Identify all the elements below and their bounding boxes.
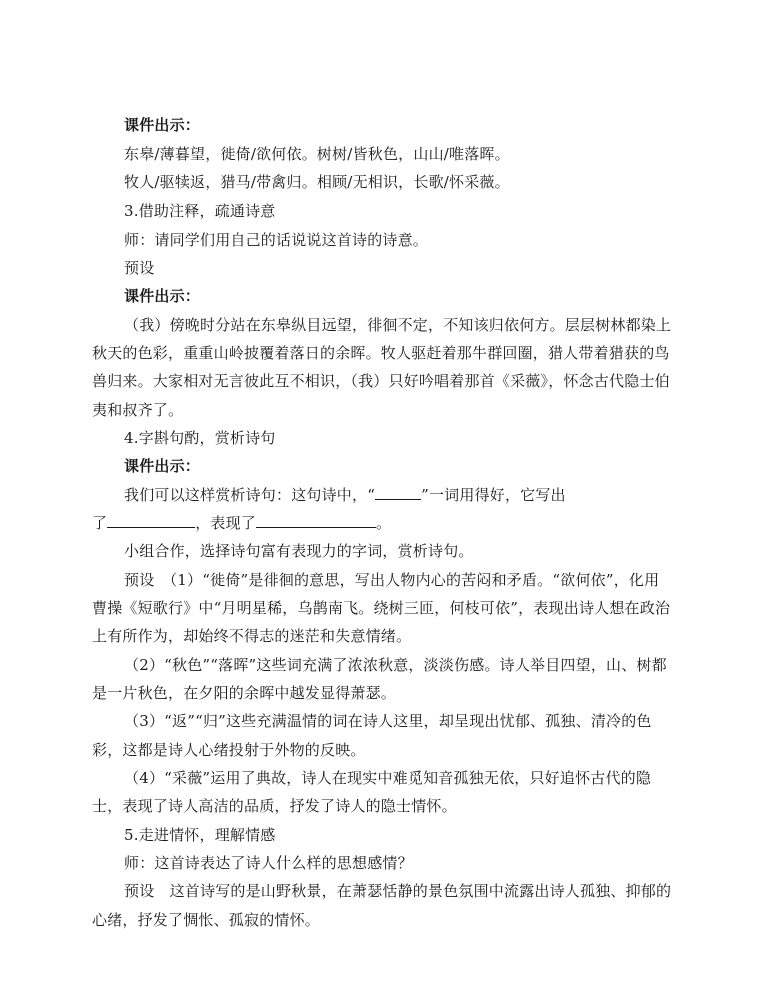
section-heading-4: 4.字斟句酌，赏析诗句 [124, 429, 276, 447]
section-heading-3: 3.借助注释，疏通诗意 [124, 202, 276, 220]
courseware-heading: 课件出示： [124, 287, 201, 305]
analysis-2-line-1: （2）“秋色”“落晖”这些词充满了浓浓秋意，淡淡伤感。诗人举目四望，山、树都 [124, 656, 667, 674]
template-text-d: ，表现了 [195, 514, 257, 532]
emotion-line-2: 心绪，抒发了惆怅、孤寂的情怀。 [92, 911, 321, 929]
analysis-1-line-2: 曹操《短歌行》中“月明星稀，乌鹊南飞。绕树三匝，何枝可依”，表现出诗人想在政治 [92, 599, 671, 617]
translation-line-4: 夷和叔齐了。 [92, 401, 184, 419]
preset-label-1: 预设 [124, 259, 155, 277]
analysis-1-line-1: 预设 （1）“徙倚”是徘徊的意思，写出人物内心的苦闷和矛盾。“欲何依”，化用 [124, 571, 660, 589]
courseware-heading: 课件出示： [124, 457, 201, 475]
template-text-c: 了 [92, 514, 108, 532]
fill-blank-effect [256, 513, 376, 528]
analysis-2-line-2: 是一片秋色，在夕阳的余晖中越发显得萧瑟。 [92, 684, 397, 702]
poem-line-1: 东皋/薄暮望，徙倚/欲何依。树树/皆秋色，山山/唯落晖。 [124, 145, 510, 163]
translation-line-1: （我）傍晚时分站在东皋纵目远望，徘徊不定，不知该归依何方。层层树林都染上 [124, 316, 672, 334]
analysis-3-line-2: 彩，这都是诗人心绪投射于外物的反映。 [92, 741, 366, 759]
fill-blank-word [375, 485, 421, 500]
template-line-1 [124, 485, 566, 505]
template-text-e: 。 [376, 514, 392, 532]
analysis-4-line-1: （4）“采薇”运用了典故，诗人在现实中难觅知音孤独无依，只好追怀古代的隐 [124, 769, 652, 787]
fill-blank-content [107, 513, 195, 528]
emotion-line-1: 预设 这首诗写的是山野秋景，在萧瑟恬静的景色氛围中流露出诗人孤独、抑郁的 [124, 882, 672, 900]
template-text-a: 我们可以这样赏析诗句：这句诗中，“ [124, 486, 376, 504]
teacher-prompt-2: 师：这首诗表达了诗人什么样的思想感情？ [124, 854, 413, 872]
teacher-prompt-1: 师：请同学们用自己的话说说这首诗的诗意。 [124, 231, 429, 249]
analysis-3-line-1: （3）“返”“归”这些充满温情的词在诗人这里，却呈现出忧郁、孤独、清冷的色 [124, 712, 652, 730]
group-activity: 小组合作，选择诗句富有表现力的字词，赏析诗句。 [124, 542, 474, 560]
translation-line-3: 兽归来。大家相对无言彼此互不相识，（我）只好吟唱着那首《采薇》，怀念古代隐士伯 [92, 372, 670, 390]
section-heading-5: 5.走进情怀，理解情感 [124, 826, 276, 844]
courseware-heading: 课件出示： [124, 116, 201, 134]
analysis-1-line-3: 上有所作为，却始终不得志的迷茫和失意情绪。 [92, 627, 412, 645]
analysis-4-line-2: 士，表现了诗人高洁的品质，抒发了诗人的隐士情怀。 [92, 797, 457, 815]
translation-line-2: 秋天的色彩，重重山岭披覆着落日的余晖。牧人驱赶着那牛群回圈，猎人带着猎获的鸟 [92, 344, 670, 362]
template-line-2 [92, 513, 391, 533]
poem-line-2: 牧人/驱犊返，猎马/带禽归。相顾/无相识，长歌/怀采薇。 [124, 173, 510, 191]
template-text-b: ”一词用得好，它写出 [421, 486, 566, 504]
